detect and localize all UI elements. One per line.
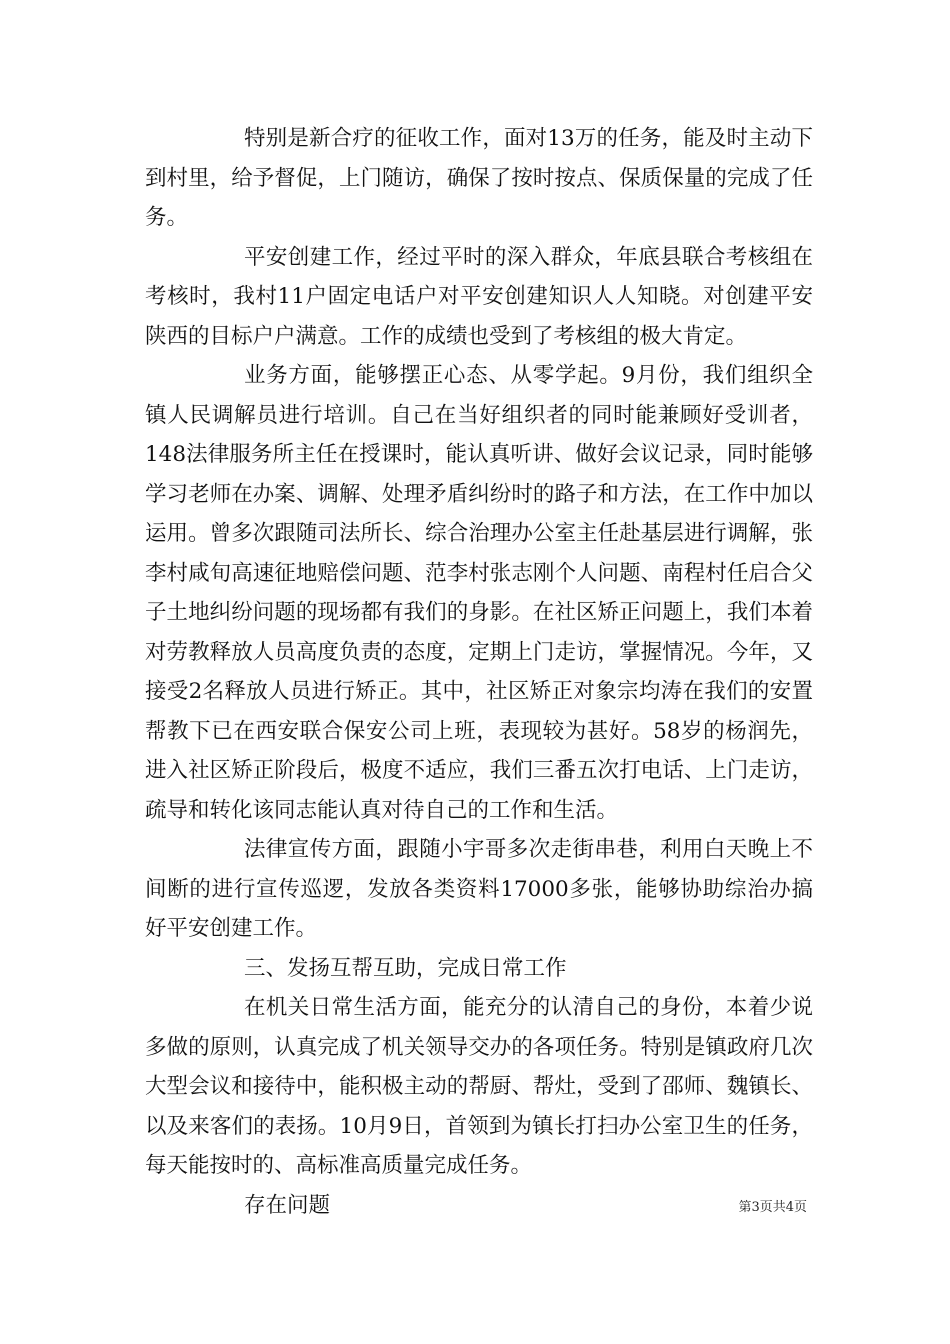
paragraph-safety-creation: 平安创建工作，经过平时的深入群众，年底县联合考核组在考核时，我村11户固定电话户对平安创建知识人人知晓。对创建平安陕西的目标户户满意。工作的成绩也受到了考核组的极大肯定。 bbox=[145, 244, 813, 349]
paragraph-business-work: 业务方面，能够摆正心态、从零学起。9月份，我们组织全镇人民调解员进行培训。自己在当好组织者的同时能兼顾好受训者，148法律服务所主任在授课时，能认真听讲、做好会议记录，同时能够学习老师在办案、调解、处理矛盾纠纷时的路子和方法，在工作中加以运用。曾多次跟随司法所长、综合治理办公室主任赴基层进行调解，张李村咸旬高速征地赔偿问题、范李村张志刚个人问题、南程村任启合父子土地纠纷问题的现场都有我们的身影。在社区矫正问题上，我们本着对劳教释放人员高度负责的态度，定期上门走访，掌握情况。今年，又接受2名释放人员进行矫正。其中，社区矫正对象宗均涛在我们的安置帮教下已在西安联合保安公司上班，表现较为甚好。58岁的杨润先，进入社区矫正阶段后，极度不适应，我们三番五次打电话、上门走访，疏导和转化该同志能认真对待自己的工作和生活。 bbox=[145, 363, 813, 823]
page-number-footer: 第3页共4页 bbox=[738, 1200, 807, 1215]
paragraph-daily-work: 在机关日常生活方面，能充分的认清自己的身份，本着少说多做的原则，认真完成了机关领导交办的各项任务。特别是镇政府几次大型会议和接待中，能积极主动的帮厨、帮灶，受到了邵师、魏镇长、以及来客们的表扬。10月9日，首领到为镇长打扫办公室卫生的任务，每天能按时的、高标准高质量完成任务。 bbox=[145, 995, 813, 1178]
section-heading: 三、发扬互帮互助，完成日常工作 bbox=[244, 955, 567, 981]
subheading-existing-problems: 存在问题 bbox=[244, 1192, 331, 1218]
paragraph-legal-publicity: 法律宣传方面，跟随小宇哥多次走街串巷，利用白天晚上不间断的进行宣传巡逻，发放各类资料17000多张，能够协助综治办搞好平安创建工作。 bbox=[145, 837, 813, 941]
paragraph-new-cooperative-medical: 特别是新合疗的征收工作，面对13万的任务，能及时主动下到村里，给予督促，上门随访，确保了按时按点、保质保量的完成了任务。 bbox=[145, 126, 813, 230]
document-body bbox=[145, 119, 813, 1225]
